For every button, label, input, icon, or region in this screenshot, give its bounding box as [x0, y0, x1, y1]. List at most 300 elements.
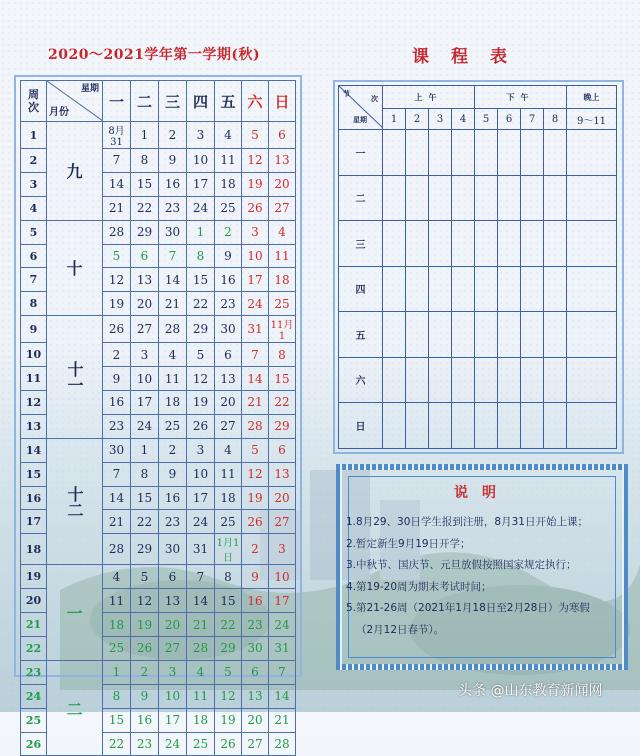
calendar-day: 8: [187, 244, 215, 268]
calendar-day: 29: [269, 414, 296, 438]
calendar-day: 18: [215, 172, 242, 196]
period-4: 4: [452, 109, 475, 130]
calendar-day: 26: [131, 637, 159, 661]
week-number: 1: [21, 122, 47, 149]
calendar-day: 11: [215, 462, 242, 486]
schedule-cell[interactable]: [498, 175, 521, 221]
calendar-day: 27: [159, 637, 187, 661]
schedule-table: [338, 85, 617, 449]
schedule-cell[interactable]: [452, 312, 475, 358]
calendar-day: 12: [242, 462, 269, 486]
calendar-day: 21: [269, 708, 296, 732]
week-number: 4: [21, 196, 47, 220]
weekday-thu: 四: [187, 81, 215, 122]
calendar-day: 1: [131, 122, 159, 149]
calendar-day: 15: [269, 367, 296, 391]
calendar-day: 28: [242, 414, 269, 438]
schedule-morning-header: 上午: [383, 86, 475, 109]
schedule-cell[interactable]: [544, 221, 567, 267]
schedule-title: 课程表: [412, 47, 529, 67]
month-label: 十二: [47, 438, 103, 565]
calendar-day: 7: [159, 244, 187, 268]
calendar-day: 26: [187, 414, 215, 438]
schedule-cell[interactable]: [383, 403, 406, 449]
week-number: 17: [21, 510, 47, 534]
calendar-day: 26: [242, 510, 269, 534]
calendar-day: 9: [159, 149, 187, 173]
schedule-cell[interactable]: [406, 221, 429, 267]
calendar-day: 3: [131, 343, 159, 367]
schedule-cell[interactable]: [498, 312, 521, 358]
schedule-cell[interactable]: [475, 403, 498, 449]
week-number: 6: [21, 244, 47, 268]
weekday-wed: 三: [159, 81, 187, 122]
calendar-day: 10: [159, 684, 187, 708]
schedule-cell[interactable]: [406, 175, 429, 221]
calendar-day: 13: [131, 268, 159, 292]
calendar-day: 13: [159, 589, 187, 613]
calendar-day: 12: [242, 149, 269, 173]
calendar-day: 4: [269, 220, 296, 244]
calendar-day: 6: [159, 565, 187, 589]
weekday-sat: 六: [242, 81, 269, 122]
calendar-day: 26: [242, 196, 269, 220]
schedule-cell[interactable]: [406, 357, 429, 403]
calendar-day: 22: [131, 196, 159, 220]
calendar-day: 13: [242, 684, 269, 708]
schedule-cell[interactable]: [498, 403, 521, 449]
calendar-day: 6: [269, 438, 296, 462]
month-label: 十一: [47, 316, 103, 439]
calendar-day: 27: [215, 414, 242, 438]
schedule-cell[interactable]: [475, 175, 498, 221]
calendar-day: 9: [103, 367, 131, 391]
schedule-cell[interactable]: [521, 221, 544, 267]
calendar-day: 28: [103, 534, 131, 565]
calendar-day: 11: [215, 149, 242, 173]
schedule-corner: 节 次 星期: [339, 86, 383, 130]
schedule-cell[interactable]: [429, 175, 452, 221]
calendar-day: 5: [131, 565, 159, 589]
calendar-day: 1: [187, 220, 215, 244]
week-number: 2: [21, 149, 47, 173]
calendar-day: 6: [215, 343, 242, 367]
calendar-day: 7: [187, 565, 215, 589]
calendar-day: 24: [187, 510, 215, 534]
calendar-day: 31: [242, 316, 269, 343]
month-label: 十: [47, 220, 103, 316]
calendar-day: 25: [215, 510, 242, 534]
calendar-day: 27: [269, 510, 296, 534]
calendar-day: 17: [269, 589, 296, 613]
semester-title: 2020～2021学年第一学期(秋): [48, 47, 261, 63]
schedule-cell[interactable]: [544, 266, 567, 312]
calendar-day: 14: [103, 172, 131, 196]
note-item: 1.8月29、30日学生报到注册，8月31日开始上课；: [346, 516, 588, 528]
schedule-cell[interactable]: [452, 266, 475, 312]
schedule-cell[interactable]: [521, 403, 544, 449]
schedule-cell[interactable]: [498, 357, 521, 403]
calendar-day: 10: [187, 462, 215, 486]
schedule-cell[interactable]: [429, 130, 452, 176]
calendar-day: 17: [131, 391, 159, 415]
week-number: 11: [21, 367, 47, 391]
calendar-day: 24: [131, 414, 159, 438]
calendar-day: 10: [187, 149, 215, 173]
note-item: 3.中秋节、国庆节、元旦放假按照国家规定执行；: [346, 559, 577, 571]
calendar-day: 9: [215, 244, 242, 268]
schedule-cell[interactable]: [406, 266, 429, 312]
calendar-day: 2: [215, 220, 242, 244]
calendar-day: 28: [103, 220, 131, 244]
schedule-cell[interactable]: [383, 312, 406, 358]
schedule-cell[interactable]: [567, 175, 617, 221]
calendar-day: 24: [187, 196, 215, 220]
month-label: 一: [47, 565, 103, 661]
calendar-week-row: [21, 122, 296, 149]
week-number: 24: [21, 684, 47, 708]
schedule-cell[interactable]: [383, 357, 406, 403]
schedule-cell[interactable]: [475, 357, 498, 403]
month-weekday-corner: 星期 月份: [47, 81, 103, 122]
schedule-evening-header: 晚上: [567, 86, 617, 109]
week-number: 20: [21, 589, 47, 613]
calendar-day: 2: [159, 122, 187, 149]
calendar-day: 16: [131, 708, 159, 732]
week-number: 9: [21, 316, 47, 343]
week-column-header: 周 次: [21, 81, 47, 122]
calendar-day: 19: [103, 292, 131, 316]
schedule-cell[interactable]: [429, 221, 452, 267]
schedule-cell[interactable]: [567, 130, 617, 176]
calendar-day: 21: [103, 510, 131, 534]
calendar-header-row: [21, 81, 296, 122]
calendar-week-row: [21, 565, 296, 589]
calendar-day: 9: [242, 565, 269, 589]
calendar-day: 8: [131, 462, 159, 486]
calendar-day: 25: [269, 292, 296, 316]
calendar-day: 29: [131, 534, 159, 565]
schedule-day-label: 四: [339, 266, 383, 312]
calendar-day: 28: [269, 732, 296, 756]
calendar-day: 11: [103, 589, 131, 613]
schedule-cell[interactable]: [567, 357, 617, 403]
week-number: 23: [21, 660, 47, 684]
calendar-day: 6: [269, 122, 296, 149]
calendar-body: [21, 122, 296, 756]
calendar-day: 22: [131, 510, 159, 534]
schedule-cell[interactable]: [544, 130, 567, 176]
calendar-day: 12: [103, 268, 131, 292]
calendar-day: 16: [103, 391, 131, 415]
week-number: 19: [21, 565, 47, 589]
calendar-day: 12: [131, 589, 159, 613]
calendar-day: 22: [103, 732, 131, 756]
calendar-day: 15: [187, 268, 215, 292]
calendar-day: 25: [103, 637, 131, 661]
calendar-day: 9: [131, 684, 159, 708]
calendar-day: 16: [159, 486, 187, 510]
calendar-day: 1月1日: [215, 534, 242, 565]
calendar-day: 17: [159, 708, 187, 732]
schedule-cell[interactable]: [452, 221, 475, 267]
schedule-cell[interactable]: [567, 266, 617, 312]
schedule-cell[interactable]: [521, 266, 544, 312]
calendar-day: 29: [215, 637, 242, 661]
calendar-day: 11月1: [269, 316, 296, 343]
calendar-day: 14: [187, 589, 215, 613]
notes-title: 说明: [454, 485, 510, 501]
month-label: 九: [47, 122, 103, 221]
calendar-day: 3: [242, 220, 269, 244]
calendar-day: 19: [215, 708, 242, 732]
schedule-day-label: 三: [339, 221, 383, 267]
schedule-cell[interactable]: [383, 175, 406, 221]
calendar-day: 21: [187, 613, 215, 637]
schedule-cell[interactable]: [567, 312, 617, 358]
calendar-day: 18: [103, 613, 131, 637]
calendar-day: 30: [159, 220, 187, 244]
schedule-cell[interactable]: [383, 221, 406, 267]
calendar-day: 10: [131, 367, 159, 391]
calendar-day: 6: [242, 660, 269, 684]
calendar-day: 22: [269, 391, 296, 415]
schedule-day-label: 六: [339, 357, 383, 403]
calendar-week-row: [21, 220, 296, 244]
calendar-day: 15: [131, 486, 159, 510]
calendar-day: 15: [131, 172, 159, 196]
schedule-day-row: [339, 175, 617, 221]
period-1: 1: [383, 109, 406, 130]
calendar-day: 17: [242, 268, 269, 292]
week-number: 16: [21, 486, 47, 510]
calendar-day: 4: [159, 343, 187, 367]
calendar-day: 13: [269, 462, 296, 486]
schedule-cell[interactable]: [521, 175, 544, 221]
schedule-cell[interactable]: [521, 130, 544, 176]
period-5: 5: [475, 109, 498, 130]
calendar-day: 23: [159, 510, 187, 534]
calendar-day: 6: [131, 244, 159, 268]
week-number: 5: [21, 220, 47, 244]
calendar-week-row: [21, 316, 296, 343]
schedule-cell[interactable]: [521, 312, 544, 358]
calendar-week-row: [21, 438, 296, 462]
calendar-day: 8: [269, 343, 296, 367]
calendar-day: 27: [242, 732, 269, 756]
schedule-day-row: [339, 221, 617, 267]
schedule-cell[interactable]: [544, 357, 567, 403]
note-item: 2.暂定新生9月19日开学；: [346, 537, 471, 550]
schedule-cell[interactable]: [567, 221, 617, 267]
calendar-day: 17: [187, 172, 215, 196]
calendar-day: 7: [103, 462, 131, 486]
calendar-day: 14: [159, 268, 187, 292]
schedule-cell[interactable]: [475, 221, 498, 267]
week-number: 22: [21, 637, 47, 661]
calendar-day: 21: [159, 292, 187, 316]
schedule-cell[interactable]: [406, 312, 429, 358]
calendar-day: 3: [159, 660, 187, 684]
schedule-afternoon-header: 下午: [475, 86, 567, 109]
schedule-cell[interactable]: [406, 403, 429, 449]
calendar-day: 7: [103, 149, 131, 173]
schedule-cell[interactable]: [429, 312, 452, 358]
period-7: 7: [521, 109, 544, 130]
calendar-day: 2: [131, 660, 159, 684]
calendar-day: 24: [269, 613, 296, 637]
week-number: 26: [21, 732, 47, 756]
calendar-day: 7: [269, 660, 296, 684]
calendar-day: 24: [159, 732, 187, 756]
schedule-cell[interactable]: [498, 221, 521, 267]
calendar-day: 18: [159, 391, 187, 415]
period-3: 3: [429, 109, 452, 130]
calendar-day: 19: [187, 391, 215, 415]
week-number: 8: [21, 292, 47, 316]
calendar-day: 19: [242, 486, 269, 510]
weekday-mon: 一: [103, 81, 131, 122]
schedule-cell[interactable]: [475, 266, 498, 312]
schedule-cell[interactable]: [452, 357, 475, 403]
calendar-day: 29: [187, 316, 215, 343]
calendar-day: 4: [215, 122, 242, 149]
calendar-day: 30: [242, 637, 269, 661]
notes-content: [336, 464, 628, 670]
calendar-day: 14: [103, 486, 131, 510]
calendar-day: 8: [131, 149, 159, 173]
calendar-day: 4: [103, 565, 131, 589]
calendar-day: 7: [242, 343, 269, 367]
calendar-week-row: [21, 660, 296, 684]
calendar-day: 15: [103, 708, 131, 732]
schedule-day-row: [339, 357, 617, 403]
schedule-cell[interactable]: [475, 130, 498, 176]
weekday-tue: 二: [131, 81, 159, 122]
calendar-day: 31: [269, 637, 296, 661]
schedule-cell[interactable]: [383, 130, 406, 176]
calendar-day: 10: [269, 565, 296, 589]
calendar-day: 20: [159, 613, 187, 637]
watermark-text: 头条 @山东教育新闻网: [458, 683, 603, 699]
weekday-fri: 五: [215, 81, 242, 122]
note-item: 5.第21-26周（2021年1月18日至2月28日）为寒假: [346, 602, 590, 614]
schedule-body: [339, 130, 617, 449]
calendar-day: 2: [242, 534, 269, 565]
calendar-day: 4: [187, 660, 215, 684]
calendar-day: 29: [131, 220, 159, 244]
calendar-day: 8月31: [103, 122, 131, 149]
schedule-day-label: 五: [339, 312, 383, 358]
schedule-day-row: [339, 266, 617, 312]
calendar-day: 5: [215, 660, 242, 684]
calendar-day: 12: [215, 684, 242, 708]
calendar-day: 18: [269, 268, 296, 292]
calendar-day: 12: [187, 367, 215, 391]
schedule-cell[interactable]: [544, 175, 567, 221]
schedule-cell[interactable]: [498, 130, 521, 176]
calendar-day: 8: [215, 565, 242, 589]
calendar-day: 23: [131, 732, 159, 756]
week-number: 14: [21, 438, 47, 462]
calendar-day: 22: [215, 613, 242, 637]
calendar-day: 25: [187, 732, 215, 756]
calendar-day: 17: [187, 486, 215, 510]
schedule-day-label: 日: [339, 403, 383, 449]
schedule-cell[interactable]: [498, 266, 521, 312]
calendar-day: 11: [159, 367, 187, 391]
calendar-day: 28: [159, 316, 187, 343]
schedule-cell[interactable]: [567, 403, 617, 449]
schedule-cell[interactable]: [521, 357, 544, 403]
calendar-day: 21: [103, 196, 131, 220]
calendar-day: 31: [187, 534, 215, 565]
week-number: 12: [21, 391, 47, 415]
calendar-day: 8: [103, 684, 131, 708]
schedule-cell[interactable]: [544, 312, 567, 358]
calendar-day: 2: [159, 438, 187, 462]
period-6: 6: [498, 109, 521, 130]
calendar-day: 26: [103, 316, 131, 343]
calendar-table: [20, 80, 296, 756]
calendar-day: 5: [242, 122, 269, 149]
schedule-cell[interactable]: [406, 130, 429, 176]
week-number: 18: [21, 534, 47, 565]
calendar-day: 23: [159, 196, 187, 220]
calendar-day: 20: [269, 486, 296, 510]
calendar-day: 3: [269, 534, 296, 565]
calendar-day: 24: [242, 292, 269, 316]
calendar-day: 30: [159, 534, 187, 565]
calendar-day: 28: [187, 637, 215, 661]
schedule-cell[interactable]: [452, 130, 475, 176]
schedule-cell[interactable]: [429, 266, 452, 312]
calendar-day: 26: [215, 732, 242, 756]
calendar-day: 30: [215, 316, 242, 343]
calendar-day: 23: [215, 292, 242, 316]
calendar-day: 19: [242, 172, 269, 196]
schedule-cell[interactable]: [429, 403, 452, 449]
calendar-day: 30: [103, 438, 131, 462]
schedule-cell[interactable]: [544, 403, 567, 449]
schedule-cell[interactable]: [383, 266, 406, 312]
calendar-day: 11: [269, 244, 296, 268]
schedule-day-label: 一: [339, 130, 383, 176]
week-number: 25: [21, 708, 47, 732]
period-8: 8: [544, 109, 567, 130]
note-item: 4.第19-20周为期末考试时间；: [346, 580, 492, 593]
schedule-cell[interactable]: [475, 312, 498, 358]
schedule-day-row: [339, 130, 617, 176]
calendar-day: 9: [159, 462, 187, 486]
calendar-day: 20: [242, 708, 269, 732]
calendar-day: 14: [242, 367, 269, 391]
week-number: 15: [21, 462, 47, 486]
calendar-day: 4: [215, 438, 242, 462]
calendar-day: 1: [103, 660, 131, 684]
schedule-cell[interactable]: [429, 357, 452, 403]
schedule-header-row: [339, 86, 617, 109]
calendar-day: 22: [187, 292, 215, 316]
calendar-day: 23: [242, 613, 269, 637]
schedule-cell[interactable]: [452, 403, 475, 449]
period-2: 2: [406, 109, 429, 130]
calendar-day: 18: [215, 486, 242, 510]
calendar-day: 21: [242, 391, 269, 415]
schedule-cell[interactable]: [452, 175, 475, 221]
weekday-sun: 日: [269, 81, 296, 122]
calendar-day: 27: [131, 316, 159, 343]
